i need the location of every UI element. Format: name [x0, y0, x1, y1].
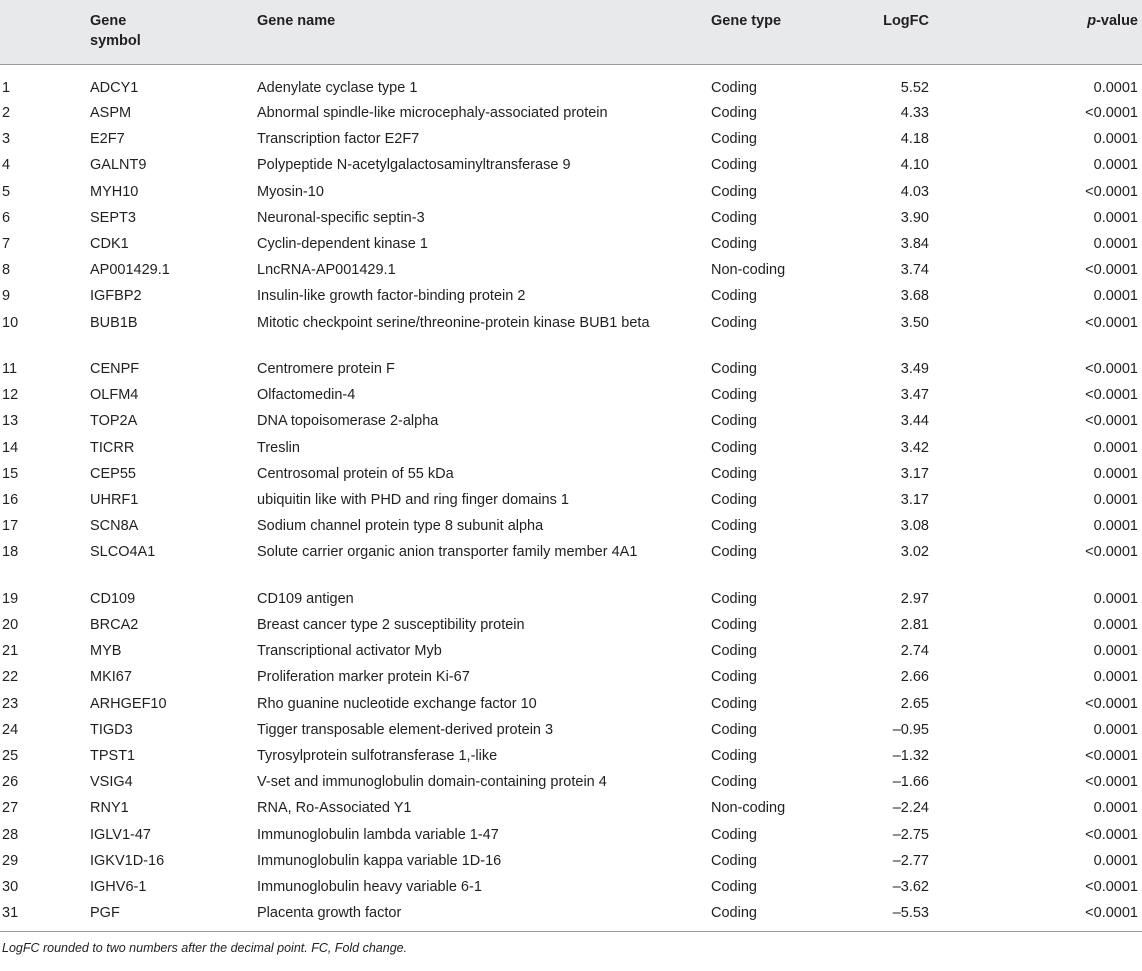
table-row — [0, 742, 1142, 768]
logfc-cell: 3.84 — [900, 235, 929, 252]
gene-name-cell: Placenta growth factor — [257, 905, 402, 922]
logfc-cell: 3.74 — [900, 262, 929, 279]
logfc-cell: –2.77 — [892, 852, 929, 869]
p-value-cell: 0.0001 — [1093, 235, 1138, 252]
gene-symbol-cell: CDK1 — [90, 235, 129, 252]
gene-name-cell: Olfactomedin-4 — [257, 387, 356, 404]
p-value-cell: 0.0001 — [1093, 79, 1138, 96]
logfc-cell: –5.53 — [892, 905, 929, 922]
gene-symbol-cell: UHRF1 — [90, 491, 139, 508]
logfc-cell: 4.18 — [900, 131, 929, 148]
p-value-cell: 0.0001 — [1093, 590, 1138, 607]
gene-type-cell: Non-coding — [711, 800, 786, 817]
row-index: 31 — [2, 905, 19, 922]
p-value-cell: 0.0001 — [1093, 669, 1138, 686]
gene-name-cell: Sodium channel protein type 8 subunit alpha — [257, 518, 544, 535]
table-row — [0, 99, 1142, 125]
logfc-cell: –1.66 — [892, 774, 929, 791]
p-value-cell: <0.0001 — [1085, 774, 1138, 791]
gene-symbol-cell: MYB — [90, 643, 122, 660]
gene-type-cell: Coding — [711, 544, 757, 561]
logfc-cell: 3.47 — [900, 387, 929, 404]
logfc-cell: 4.10 — [900, 157, 929, 174]
table-row — [0, 637, 1142, 663]
row-index: 14 — [2, 439, 19, 456]
gene-symbol-cell: SCN8A — [90, 518, 139, 535]
gene-type-cell: Coding — [711, 617, 757, 633]
row-index: 22 — [2, 669, 19, 686]
logfc-cell: 3.02 — [900, 544, 929, 561]
p-value-cell: 0.0001 — [1093, 131, 1138, 148]
logfc-cell: 3.08 — [900, 518, 929, 535]
gene-type-cell: Coding — [711, 465, 757, 482]
gene-symbol-cell: IGHV6-1 — [90, 878, 147, 895]
header-gene-name: Gene name — [257, 13, 336, 29]
gene-symbol-cell: BRCA2 — [90, 617, 139, 633]
header-logfc: LogFC — [883, 13, 929, 29]
logfc-cell: 3.42 — [900, 439, 929, 456]
row-index: 19 — [2, 590, 19, 607]
gene-type-cell: Coding — [711, 209, 757, 226]
row-index: 11 — [2, 361, 18, 377]
gene-name-cell: LncRNA-AP001429.1 — [257, 262, 396, 279]
table-row — [0, 256, 1142, 282]
logfc-cell: 3.90 — [900, 209, 929, 226]
table-row — [0, 847, 1142, 873]
row-index: 30 — [2, 878, 19, 895]
gene-name-cell: Adenylate cyclase type 1 — [257, 79, 418, 96]
gene-symbol-cell: TIGD3 — [90, 721, 133, 738]
p-value-cell: 0.0001 — [1093, 465, 1138, 482]
gene-symbol-cell: TOP2A — [90, 413, 138, 430]
row-index: 15 — [2, 465, 19, 482]
p-value-cell: 0.0001 — [1093, 800, 1138, 817]
table-row — [0, 794, 1142, 820]
header-p-value — [985, 0, 1142, 64]
gene-name-cell: CD109 antigen — [257, 590, 354, 607]
logfc-cell: 3.68 — [900, 288, 929, 305]
row-index: 1 — [2, 79, 11, 96]
header-row — [0, 0, 1142, 64]
p-value-cell: 0.0001 — [1093, 643, 1138, 660]
logfc-cell: –2.24 — [892, 800, 929, 817]
table-row — [0, 125, 1142, 151]
row-index: 16 — [2, 491, 19, 508]
gene-type-cell: Coding — [711, 826, 757, 843]
row-index: 27 — [2, 800, 19, 817]
row-index: 12 — [2, 387, 19, 404]
logfc-cell: –1.32 — [892, 747, 929, 764]
gene-symbol-cell: BUB1B — [90, 314, 138, 331]
gene-symbol-cell: ADCY1 — [90, 79, 139, 96]
row-index: 20 — [2, 617, 19, 633]
gene-name-cell: Centromere protein F — [257, 361, 395, 377]
table-row — [0, 460, 1142, 486]
p-value-cell: <0.0001 — [1085, 695, 1138, 712]
gene-name-cell: Cyclin-dependent kinase 1 — [257, 235, 428, 252]
gene-type-cell: Coding — [711, 774, 757, 791]
logfc-cell: 3.50 — [900, 314, 929, 331]
gene-type-cell: Coding — [711, 79, 757, 96]
gene-type-cell: Coding — [711, 518, 757, 535]
table-row — [0, 585, 1142, 611]
row-index: 7 — [2, 235, 11, 252]
row-index: 8 — [2, 262, 11, 279]
row-index: 23 — [2, 695, 19, 712]
table-row — [0, 434, 1142, 460]
table-row — [0, 204, 1142, 230]
logfc-cell: –0.95 — [892, 721, 929, 738]
table-row — [0, 230, 1142, 256]
table-row — [0, 512, 1142, 538]
gene-name-cell: Breast cancer type 2 susceptibility protein — [257, 617, 525, 633]
gene-type-cell: Coding — [711, 105, 757, 121]
header-p-italic: p — [1087, 13, 1097, 29]
gene-name-cell: Mitotic checkpoint serine/threonine-protein kinase BUB1 beta — [257, 314, 650, 331]
table-row — [0, 873, 1142, 899]
row-index: 24 — [2, 721, 19, 738]
table-row — [0, 381, 1142, 407]
gene-type-cell: Coding — [711, 183, 757, 200]
row-index: 17 — [2, 518, 19, 535]
p-value-cell: <0.0001 — [1085, 544, 1138, 561]
p-value-cell: <0.0001 — [1085, 183, 1138, 200]
gene-type-cell: Coding — [711, 590, 757, 607]
gene-symbol-cell: SLCO4A1 — [90, 544, 156, 561]
logfc-cell: 2.97 — [900, 590, 929, 607]
gene-symbol-cell: OLFM4 — [90, 387, 139, 404]
row-index: 2 — [2, 105, 11, 121]
table-row — [0, 611, 1142, 637]
gene-name-cell: ubiquitin like with PHD and ring finger domains 1 — [257, 491, 569, 508]
gene-symbol-cell: E2F7 — [90, 131, 125, 148]
logfc-cell: 2.81 — [900, 617, 929, 633]
gene-type-cell: Coding — [711, 157, 757, 174]
gene-symbol-cell: ASPM — [90, 105, 132, 121]
gene-name-cell: DNA topoisomerase 2-alpha — [257, 413, 439, 430]
logfc-cell: 3.49 — [900, 361, 929, 377]
gene-type-cell: Coding — [711, 413, 757, 430]
p-value-cell: <0.0001 — [1085, 826, 1138, 843]
header-gene-symbol-line2: symbol — [90, 33, 141, 49]
p-value-cell: <0.0001 — [1085, 413, 1138, 430]
gene-type-cell: Coding — [711, 852, 757, 869]
gene-name-cell: Transcriptional activator Myb — [257, 643, 442, 660]
table-row — [0, 407, 1142, 433]
table-row — [0, 716, 1142, 742]
row-index: 21 — [2, 643, 19, 660]
table-header — [0, 0, 1142, 64]
row-index: 9 — [2, 288, 11, 305]
gene-type-cell: Coding — [711, 361, 757, 377]
p-value-cell: 0.0001 — [1093, 288, 1138, 305]
gene-symbol-cell: MKI67 — [90, 669, 132, 686]
gene-type-cell: Coding — [711, 288, 757, 305]
logfc-cell: 2.74 — [900, 643, 929, 660]
logfc-cell: 3.17 — [900, 465, 929, 482]
logfc-cell: –2.75 — [892, 826, 929, 843]
gene-name-cell: Transcription factor E2F7 — [257, 131, 420, 148]
table-row — [0, 690, 1142, 716]
table-body — [0, 64, 1142, 931]
gene-name-cell: Immunoglobulin lambda variable 1-47 — [257, 826, 499, 843]
gene-name-cell: Tyrosylprotein sulfotransferase 1,-like — [257, 747, 498, 764]
p-value-cell: <0.0001 — [1085, 314, 1138, 331]
header-gene-symbol-line1: Gene — [90, 13, 127, 29]
table-footnote: LogFC rounded to two numbers after the decimal point. FC, Fold change. — [2, 941, 408, 956]
gene-symbol-cell: IGKV1D-16 — [90, 852, 165, 869]
gene-name-cell: Myosin-10 — [257, 183, 324, 200]
gene-symbol-cell: AP001429.1 — [90, 262, 170, 279]
row-index: 6 — [2, 209, 11, 226]
gene-symbol-cell: PGF — [90, 905, 120, 922]
row-index: 4 — [2, 157, 11, 174]
table-row — [0, 663, 1142, 689]
gene-name-cell: Proliferation marker protein Ki-67 — [257, 669, 470, 686]
p-value-cell: 0.0001 — [1093, 721, 1138, 738]
gene-name-cell: Immunoglobulin kappa variable 1D-16 — [257, 852, 502, 869]
table-row — [0, 821, 1142, 847]
gene-type-cell: Coding — [711, 491, 757, 508]
row-index: 28 — [2, 826, 19, 843]
p-value-cell: 0.0001 — [1093, 491, 1138, 508]
header-gene-type: Gene type — [711, 13, 782, 29]
p-value-cell: <0.0001 — [1085, 878, 1138, 895]
gene-name-cell: Rho guanine nucleotide exchange factor 10 — [257, 695, 537, 712]
row-index: 3 — [2, 131, 11, 148]
gene-type-cell: Non-coding — [711, 262, 786, 279]
logfc-cell: 5.52 — [900, 79, 929, 96]
gene-name-cell: Insulin-like growth factor-binding protein 2 — [257, 288, 526, 305]
row-index: 10 — [2, 314, 19, 331]
gene-type-cell: Coding — [711, 439, 757, 456]
row-index: 5 — [2, 183, 11, 200]
p-value-cell: 0.0001 — [1093, 439, 1138, 456]
table-row — [0, 309, 1142, 356]
gene-symbol-cell: MYH10 — [90, 183, 139, 200]
gene-name-cell: Centrosomal protein of 55 kDa — [257, 465, 454, 482]
p-value-cell: <0.0001 — [1085, 105, 1138, 121]
gene-symbol-cell: IGLV1-47 — [90, 826, 151, 843]
gene-symbol-cell: IGFBP2 — [90, 288, 142, 305]
gene-name-cell: Abnormal spindle-like microcephaly-associated protein — [257, 105, 608, 121]
gene-symbol-cell: VSIG4 — [90, 774, 133, 791]
p-value-cell: 0.0001 — [1093, 518, 1138, 535]
gene-type-cell: Coding — [711, 669, 757, 686]
table-row — [0, 768, 1142, 794]
row-index: 25 — [2, 747, 19, 764]
p-value-cell: <0.0001 — [1085, 747, 1138, 764]
gene-type-cell: Coding — [711, 235, 757, 252]
gene-type-cell: Coding — [711, 131, 757, 148]
table-row — [0, 538, 1142, 585]
logfc-cell: 2.66 — [900, 669, 929, 686]
table-row — [0, 64, 1142, 99]
gene-type-cell: Coding — [711, 387, 757, 404]
p-value-cell: <0.0001 — [1085, 361, 1138, 377]
gene-type-cell: Coding — [711, 721, 757, 738]
table-row — [0, 178, 1142, 204]
p-value-cell: <0.0001 — [1085, 387, 1138, 404]
p-value-cell: 0.0001 — [1093, 617, 1138, 633]
gene-type-cell: Coding — [711, 314, 757, 331]
gene-name-cell: Neuronal-specific septin-3 — [257, 209, 425, 226]
table-row — [0, 899, 1142, 931]
gene-name-cell: Tigger transposable element-derived protein 3 — [257, 721, 554, 738]
gene-name-cell: Immunoglobulin heavy variable 6-1 — [257, 878, 482, 895]
table-row — [0, 282, 1142, 308]
gene-symbol-cell: CD109 — [90, 590, 136, 607]
logfc-cell: 3.17 — [900, 491, 929, 508]
logfc-cell: –3.62 — [892, 878, 929, 895]
logfc-cell: 2.65 — [900, 695, 929, 712]
gene-name-cell: RNA, Ro-Associated Y1 — [257, 800, 412, 817]
gene-symbol-cell: ARHGEF10 — [90, 695, 167, 712]
header-p-rest: -value — [1096, 13, 1138, 29]
logfc-cell: 3.44 — [900, 413, 929, 430]
gene-symbol-cell: TICRR — [90, 439, 135, 456]
gene-name-cell: Solute carrier organic anion transporter family member 4A1 — [257, 544, 638, 561]
row-index: 13 — [2, 413, 19, 430]
p-value-cell: <0.0001 — [1085, 905, 1138, 922]
gene-type-cell: Coding — [711, 695, 757, 712]
gene-name-cell: Polypeptide N-acetylgalactosaminyltransferase 9 — [257, 157, 571, 174]
table-row — [0, 151, 1142, 177]
logfc-cell: 4.33 — [900, 105, 929, 121]
gene-type-cell: Coding — [711, 878, 757, 895]
gene-name-cell: Treslin — [257, 439, 300, 456]
p-value-cell: <0.0001 — [1085, 262, 1138, 279]
logfc-cell: 4.03 — [900, 183, 929, 200]
gene-symbol-cell: SEPT3 — [90, 209, 136, 226]
gene-symbol-cell: CEP55 — [90, 465, 136, 482]
gene-symbol-cell: TPST1 — [90, 747, 136, 764]
p-value-cell: 0.0001 — [1093, 157, 1138, 174]
gene-type-cell: Coding — [711, 747, 757, 764]
header-index — [0, 0, 90, 64]
gene-symbol-cell: RNY1 — [90, 800, 129, 817]
p-value-cell: 0.0001 — [1093, 209, 1138, 226]
gene-type-cell: Coding — [711, 905, 757, 922]
gene-symbol-cell: GALNT9 — [90, 157, 147, 174]
gene-symbol-cell: CENPF — [90, 361, 140, 377]
p-value-cell: 0.0001 — [1093, 852, 1138, 869]
table-row — [0, 355, 1142, 381]
gene-name-cell: V-set and immunoglobulin domain-containing protein 4 — [257, 774, 607, 791]
header-gene-symbol — [90, 0, 257, 64]
row-index: 29 — [2, 852, 19, 869]
gene-type-cell: Coding — [711, 643, 757, 660]
row-index: 26 — [2, 774, 19, 791]
table-row — [0, 486, 1142, 512]
row-index: 18 — [2, 544, 19, 561]
